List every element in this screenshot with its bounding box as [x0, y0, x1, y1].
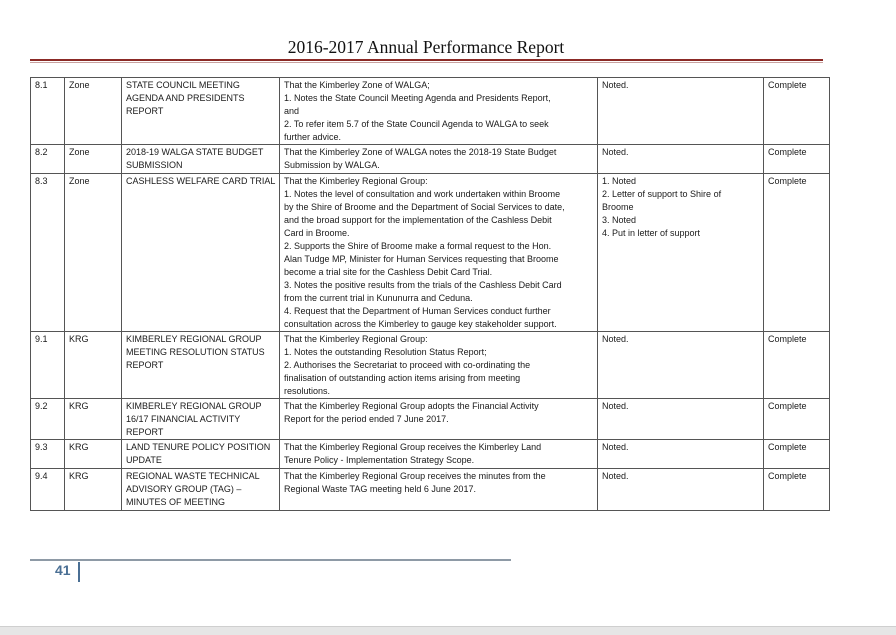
type-cell-text: KRG — [69, 401, 89, 411]
item-title-cell-line: SUBMISSION — [126, 160, 183, 170]
item-title-cell-line: STATE COUNCIL MEETING — [126, 80, 240, 90]
table-row — [31, 440, 830, 469]
title-rule — [30, 59, 823, 61]
type-cell — [65, 469, 122, 511]
resolution-cell-line: by the Shire of Broome and the Department of Social Services to date, — [284, 202, 565, 212]
item-number-cell-text: 9.3 — [35, 442, 48, 452]
item-title-cell-line: KIMBERLEY REGIONAL GROUP — [126, 401, 262, 411]
title-rule-shadow — [30, 62, 823, 63]
resolution-cell-line: That the Kimberley Zone of WALGA notes the 2018-19 State Budget — [284, 147, 557, 157]
status-cell — [764, 174, 830, 332]
type-cell — [65, 78, 122, 145]
action-cell-line: Noted. — [602, 401, 629, 411]
item-number-cell-text: 9.1 — [35, 334, 48, 344]
type-cell-text: KRG — [69, 442, 89, 452]
resolution-cell-line: 1. Notes the State Council Meeting Agenda and Presidents Report, — [284, 93, 551, 103]
item-number-cell-text: 8.1 — [35, 80, 48, 90]
item-title-cell-line: REPORT — [126, 106, 164, 116]
resolution-cell-line: That the Kimberley Regional Group receives the Kimberley Land — [284, 442, 542, 452]
item-number-cell — [31, 174, 65, 332]
item-title-cell — [122, 399, 280, 440]
resolution-cell — [280, 145, 598, 174]
type-cell — [65, 440, 122, 469]
type-cell — [65, 174, 122, 332]
resolution-cell-line: Regional Waste TAG meeting held 6 June 2017. — [284, 484, 476, 494]
type-cell-text: Zone — [69, 176, 90, 186]
item-title-cell — [122, 145, 280, 174]
status-cell-text: Complete — [768, 334, 807, 344]
table-row — [31, 145, 830, 174]
table-row — [31, 469, 830, 511]
item-title-cell-line: ADVISORY GROUP (TAG) – — [126, 484, 242, 494]
resolution-cell-line: 3. Notes the positive results from the trials of the Cashless Debit Card — [284, 280, 562, 290]
item-number-cell-text: 9.4 — [35, 471, 48, 481]
item-title-cell-line: REPORT — [126, 427, 164, 437]
resolution-cell-line: That the Kimberley Regional Group: — [284, 176, 428, 186]
resolution-cell-line: become a trial site for the Cashless Debit Card Trial. — [284, 267, 493, 277]
type-cell — [65, 145, 122, 174]
item-number-cell-text: 8.3 — [35, 176, 48, 186]
resolution-cell-line: That the Kimberley Zone of WALGA; — [284, 80, 430, 90]
resolution-cell — [280, 440, 598, 469]
item-title-cell-line: 16/17 FINANCIAL ACTIVITY — [126, 414, 241, 424]
action-cell-line: 1. Noted — [602, 176, 637, 186]
resolution-cell-line: 1. Notes the level of consultation and work undertaken within Broome — [284, 189, 561, 199]
type-cell-text: Zone — [69, 80, 90, 90]
action-cell-line: Noted. — [602, 80, 629, 90]
item-title-cell — [122, 78, 280, 145]
status-cell — [764, 440, 830, 469]
resolution-cell-line: 2. Supports the Shire of Broome make a formal request to the Hon. — [284, 241, 552, 251]
footer-rule — [30, 559, 511, 561]
item-number-cell — [31, 469, 65, 511]
resolution-cell-line: Tenure Policy - Implementation Strategy Scope. — [284, 455, 475, 465]
item-title-cell — [122, 469, 280, 511]
page-number-bar — [78, 562, 80, 582]
action-cell — [598, 440, 764, 469]
item-title-cell-line: MEETING RESOLUTION STATUS — [126, 347, 265, 357]
item-number-cell-text: 8.2 — [35, 147, 48, 157]
type-cell-text: Zone — [69, 147, 90, 157]
resolution-cell-line: finalisation of outstanding action items arising from meeting — [284, 373, 521, 383]
resolution-cell-line: That the Kimberley Regional Group adopts the Financial Activity — [284, 401, 539, 411]
type-cell-text: KRG — [69, 334, 89, 344]
item-title-cell — [122, 440, 280, 469]
action-cell-line: 2. Letter of support to Shire of — [602, 189, 722, 199]
action-cell-line: Broome — [602, 202, 634, 212]
action-cell — [598, 174, 764, 332]
item-number-cell — [31, 78, 65, 145]
item-number-cell — [31, 145, 65, 174]
performance-table — [30, 77, 830, 511]
action-cell — [598, 78, 764, 145]
resolution-cell-line: from the current trial in Kununurra and Ceduna. — [284, 293, 473, 303]
item-number-cell — [31, 440, 65, 469]
status-cell — [764, 399, 830, 440]
action-cell-line: Noted. — [602, 334, 629, 344]
item-title-cell-line: KIMBERLEY REGIONAL GROUP — [126, 334, 262, 344]
resolution-cell-line: Alan Tudge MP, Minister for Human Services requesting that Broome — [284, 254, 559, 264]
status-cell-text: Complete — [768, 176, 807, 186]
resolution-cell-line: 2. Authorises the Secretariat to proceed with co-ordinating the — [284, 360, 531, 370]
action-cell-line: Noted. — [602, 471, 629, 481]
status-cell-text: Complete — [768, 147, 807, 157]
table-row — [31, 399, 830, 440]
status-cell-text: Complete — [768, 80, 807, 90]
resolution-cell-line: resolutions. — [284, 386, 331, 396]
status-cell-text: Complete — [768, 442, 807, 452]
status-cell — [764, 469, 830, 511]
action-cell — [598, 145, 764, 174]
resolution-cell — [280, 469, 598, 511]
action-cell — [598, 399, 764, 440]
resolution-cell-line: 1. Notes the outstanding Resolution Status Report; — [284, 347, 487, 357]
item-number-cell — [31, 332, 65, 399]
resolution-cell — [280, 332, 598, 399]
resolution-cell-line: and — [284, 106, 300, 116]
item-title-cell-line: AGENDA AND PRESIDENTS — [126, 93, 245, 103]
item-number-cell-text: 9.2 — [35, 401, 48, 411]
item-title-cell-line: 2018-19 WALGA STATE BUDGET — [126, 147, 264, 157]
action-cell-line: 4. Put in letter of support — [602, 228, 701, 238]
item-title-cell — [122, 332, 280, 399]
resolution-cell-line: further advice. — [284, 132, 342, 142]
action-cell-line: Noted. — [602, 442, 629, 452]
table-row — [31, 78, 830, 145]
action-cell-line: 3. Noted — [602, 215, 637, 225]
status-cell — [764, 145, 830, 174]
resolution-cell-line: 4. Request that the Department of Human Services conduct further — [284, 306, 551, 316]
resolution-cell-line: and the broad support for the implementation of the Cashless Debit — [284, 215, 552, 225]
status-cell-text: Complete — [768, 471, 807, 481]
resolution-cell-line: That the Kimberley Regional Group: — [284, 334, 428, 344]
item-title-cell-line: LAND TENURE POLICY POSITION — [126, 442, 271, 452]
page-title: 2016-2017 Annual Performance Report — [287, 37, 565, 57]
type-cell-text: KRG — [69, 471, 89, 481]
status-cell-text: Complete — [768, 401, 807, 411]
action-cell — [598, 469, 764, 511]
type-cell — [65, 332, 122, 399]
resolution-cell — [280, 78, 598, 145]
action-cell — [598, 332, 764, 399]
table-row — [31, 332, 830, 399]
item-title-cell-line: REGIONAL WASTE TECHNICAL — [126, 471, 260, 481]
action-cell-line: Noted. — [602, 147, 629, 157]
resolution-cell — [280, 174, 598, 332]
page-number: 41 — [55, 562, 71, 578]
status-cell — [764, 78, 830, 145]
resolution-cell — [280, 399, 598, 440]
item-title-cell-line: REPORT — [126, 360, 164, 370]
resolution-cell-line: Submission by WALGA. — [284, 160, 380, 170]
resolution-cell-line: Report for the period ended 7 June 2017. — [284, 414, 449, 424]
table-row — [31, 174, 830, 332]
resolution-cell-line: That the Kimberley Regional Group receives the minutes from the — [284, 471, 546, 481]
resolution-cell-line: 2. To refer item 5.7 of the State Council Agenda to WALGA to seek — [284, 119, 549, 129]
item-title-cell — [122, 174, 280, 332]
status-cell — [764, 332, 830, 399]
item-number-cell — [31, 399, 65, 440]
item-title-cell-line: CASHLESS WELFARE CARD TRIAL — [126, 176, 276, 186]
item-title-cell-line: UPDATE — [126, 455, 162, 465]
type-cell — [65, 399, 122, 440]
item-title-cell-line: MINUTES OF MEETING — [126, 497, 225, 507]
resolution-cell-line: Card in Broome. — [284, 228, 350, 238]
resolution-cell-line: consultation across the Kimberley to gauge key stakeholder support. — [284, 319, 557, 329]
